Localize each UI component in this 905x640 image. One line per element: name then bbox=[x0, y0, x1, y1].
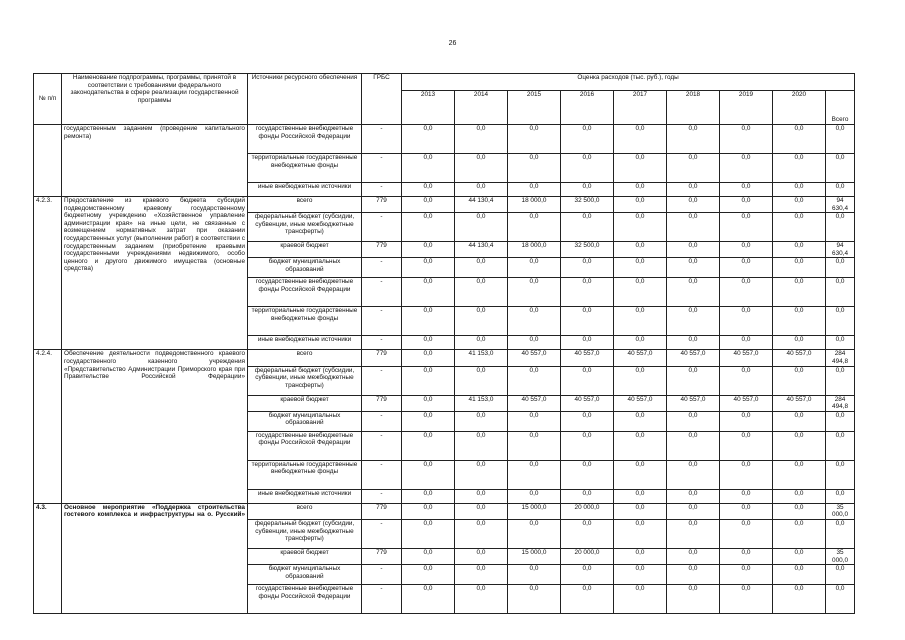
row-number: 4.2.3. bbox=[34, 197, 62, 350]
total-value: 284 494,8 bbox=[826, 395, 855, 411]
year-value: 0,0 bbox=[455, 411, 508, 431]
year-value: 0,0 bbox=[773, 503, 826, 519]
year-value: 40 557,0 bbox=[773, 350, 826, 366]
total-value: 0,0 bbox=[826, 489, 855, 503]
year-value: 0,0 bbox=[667, 213, 720, 242]
year-value: 0,0 bbox=[720, 460, 773, 489]
year-value: 0,0 bbox=[720, 585, 773, 614]
total-value: 0,0 bbox=[826, 519, 855, 548]
year-value: 0,0 bbox=[508, 460, 561, 489]
total-value: 0,0 bbox=[826, 258, 855, 278]
year-value: 0,0 bbox=[561, 411, 614, 431]
grbs-code: - bbox=[362, 154, 402, 183]
year-value: 0,0 bbox=[614, 489, 667, 503]
year-value: 0,0 bbox=[773, 431, 826, 460]
total-value: 94 630,4 bbox=[826, 197, 855, 213]
year-value: 0,0 bbox=[508, 213, 561, 242]
year-value: 0,0 bbox=[773, 565, 826, 585]
funding-source: иные внебюджетные источники bbox=[248, 489, 362, 503]
year-value: 20 000,0 bbox=[561, 503, 614, 519]
year-value: 0,0 bbox=[508, 411, 561, 431]
total-value: 0,0 bbox=[826, 411, 855, 431]
total-value: 0,0 bbox=[826, 183, 855, 197]
year-value: 0,0 bbox=[402, 431, 455, 460]
year-value: 0,0 bbox=[508, 489, 561, 503]
funding-source: территориальные государственные внебюджетные фонды bbox=[248, 460, 362, 489]
year-value: 0,0 bbox=[508, 278, 561, 307]
header-year: 2015 bbox=[508, 91, 561, 125]
year-value: 0,0 bbox=[773, 258, 826, 278]
year-value: 0,0 bbox=[508, 585, 561, 614]
year-value: 40 557,0 bbox=[614, 395, 667, 411]
year-value: 32 500,0 bbox=[561, 197, 614, 213]
year-value: 0,0 bbox=[561, 519, 614, 548]
year-value: 0,0 bbox=[508, 258, 561, 278]
year-value: 0,0 bbox=[667, 489, 720, 503]
year-value: 0,0 bbox=[561, 431, 614, 460]
total-value: 94 630,4 bbox=[826, 242, 855, 258]
year-value: 0,0 bbox=[614, 258, 667, 278]
funding-source: иные внебюджетные источники bbox=[248, 183, 362, 197]
year-value: 0,0 bbox=[402, 125, 455, 154]
year-value: 0,0 bbox=[455, 154, 508, 183]
total-value: 0,0 bbox=[826, 460, 855, 489]
year-value: 0,0 bbox=[667, 548, 720, 564]
year-value: 0,0 bbox=[720, 411, 773, 431]
year-value: 0,0 bbox=[455, 460, 508, 489]
year-value: 40 557,0 bbox=[561, 395, 614, 411]
total-value: 0,0 bbox=[826, 585, 855, 614]
year-value: 0,0 bbox=[773, 519, 826, 548]
header-year: 2013 bbox=[402, 91, 455, 125]
total-value: 0,0 bbox=[826, 431, 855, 460]
grbs-code: - bbox=[362, 213, 402, 242]
year-value: 40 557,0 bbox=[720, 350, 773, 366]
year-value: 0,0 bbox=[667, 183, 720, 197]
total-value: 0,0 bbox=[826, 154, 855, 183]
funding-source: бюджет муниципальных образований bbox=[248, 565, 362, 585]
year-value: 0,0 bbox=[402, 395, 455, 411]
header-year: 2018 bbox=[667, 91, 720, 125]
year-value: 0,0 bbox=[614, 565, 667, 585]
grbs-code: 779 bbox=[362, 503, 402, 519]
year-value: 41 153,0 bbox=[455, 395, 508, 411]
year-value: 0,0 bbox=[561, 366, 614, 395]
year-value: 0,0 bbox=[561, 489, 614, 503]
measure-name: Основное мероприятие «Поддержка строительства гостевого комплекса и инфраструктуры на о. Русский» bbox=[62, 503, 248, 613]
funding-source: государственные внебюджетные фонды Российской Федерации bbox=[248, 431, 362, 460]
year-value: 0,0 bbox=[667, 519, 720, 548]
year-value: 0,0 bbox=[667, 307, 720, 336]
year-value: 0,0 bbox=[667, 460, 720, 489]
year-value: 0,0 bbox=[614, 548, 667, 564]
row-number: 4.3. bbox=[34, 503, 62, 613]
year-value: 0,0 bbox=[773, 154, 826, 183]
year-value: 0,0 bbox=[561, 258, 614, 278]
header-estimate: Оценка расходов (тыс. руб.), годы bbox=[402, 74, 855, 91]
year-value: 15 000,0 bbox=[508, 503, 561, 519]
grbs-code: - bbox=[362, 183, 402, 197]
header-year: 2014 bbox=[455, 91, 508, 125]
year-value: 0,0 bbox=[614, 411, 667, 431]
table-row bbox=[34, 197, 855, 213]
header-year: 2017 bbox=[614, 91, 667, 125]
year-value: 0,0 bbox=[720, 307, 773, 336]
year-value: 0,0 bbox=[614, 197, 667, 213]
year-value: 0,0 bbox=[455, 336, 508, 350]
year-value: 0,0 bbox=[402, 154, 455, 183]
funding-source: краевой бюджет bbox=[248, 548, 362, 564]
year-value: 0,0 bbox=[508, 565, 561, 585]
grbs-code: - bbox=[362, 336, 402, 350]
total-value: 0,0 bbox=[826, 307, 855, 336]
funding-source: территориальные государственные внебюджетные фонды bbox=[248, 154, 362, 183]
year-value: 0,0 bbox=[667, 242, 720, 258]
year-value: 0,0 bbox=[773, 460, 826, 489]
row-number: 4.2.4. bbox=[34, 350, 62, 503]
year-value: 0,0 bbox=[402, 519, 455, 548]
grbs-code: - bbox=[362, 411, 402, 431]
year-value: 0,0 bbox=[455, 548, 508, 564]
year-value: 0,0 bbox=[614, 307, 667, 336]
grbs-code: 779 bbox=[362, 395, 402, 411]
grbs-code: - bbox=[362, 431, 402, 460]
year-value: 0,0 bbox=[455, 213, 508, 242]
year-value: 0,0 bbox=[667, 154, 720, 183]
year-value: 0,0 bbox=[455, 125, 508, 154]
year-value: 0,0 bbox=[455, 183, 508, 197]
total-value: 0,0 bbox=[826, 213, 855, 242]
year-value: 15 000,0 bbox=[508, 548, 561, 564]
year-value: 0,0 bbox=[773, 242, 826, 258]
funding-source: иные внебюджетные источники bbox=[248, 336, 362, 350]
year-value: 0,0 bbox=[720, 213, 773, 242]
table-row bbox=[34, 125, 855, 154]
total-value: 35 000,0 bbox=[826, 548, 855, 564]
grbs-code: - bbox=[362, 278, 402, 307]
funding-source: федеральный бюджет (субсидии, субвенции, иные межбюджетные трансферты) bbox=[248, 519, 362, 548]
year-value: 0,0 bbox=[720, 336, 773, 350]
year-value: 0,0 bbox=[667, 336, 720, 350]
header-num: № п/п bbox=[34, 74, 62, 125]
table-row bbox=[34, 503, 855, 519]
year-value: 0,0 bbox=[455, 519, 508, 548]
year-value: 0,0 bbox=[508, 366, 561, 395]
year-value: 0,0 bbox=[455, 366, 508, 395]
total-value: 0,0 bbox=[826, 336, 855, 350]
grbs-code: 779 bbox=[362, 197, 402, 213]
header-year: 2016 bbox=[561, 91, 614, 125]
year-value: 0,0 bbox=[667, 431, 720, 460]
year-value: 0,0 bbox=[614, 183, 667, 197]
year-value: 40 557,0 bbox=[561, 350, 614, 366]
year-value: 0,0 bbox=[402, 336, 455, 350]
grbs-code: 779 bbox=[362, 242, 402, 258]
year-value: 0,0 bbox=[508, 307, 561, 336]
year-value: 41 153,0 bbox=[455, 350, 508, 366]
year-value: 0,0 bbox=[402, 307, 455, 336]
year-value: 0,0 bbox=[402, 242, 455, 258]
year-value: 0,0 bbox=[614, 154, 667, 183]
year-value: 0,0 bbox=[667, 366, 720, 395]
year-value: 0,0 bbox=[508, 125, 561, 154]
funding-source: всего bbox=[248, 503, 362, 519]
year-value: 0,0 bbox=[720, 278, 773, 307]
year-value: 0,0 bbox=[402, 183, 455, 197]
year-value: 0,0 bbox=[508, 336, 561, 350]
total-value: 284 494,8 bbox=[826, 350, 855, 366]
year-value: 0,0 bbox=[561, 307, 614, 336]
year-value: 0,0 bbox=[561, 585, 614, 614]
grbs-code: - bbox=[362, 489, 402, 503]
year-value: 0,0 bbox=[455, 278, 508, 307]
year-value: 40 557,0 bbox=[667, 395, 720, 411]
year-value: 40 557,0 bbox=[773, 395, 826, 411]
year-value: 0,0 bbox=[455, 585, 508, 614]
year-value: 0,0 bbox=[720, 565, 773, 585]
year-value: 0,0 bbox=[561, 183, 614, 197]
year-value: 0,0 bbox=[667, 503, 720, 519]
year-value: 0,0 bbox=[402, 213, 455, 242]
total-value: 0,0 bbox=[826, 125, 855, 154]
funding-source: федеральный бюджет (субсидии, субвенции, иные межбюджетные трансферты) bbox=[248, 366, 362, 395]
year-value: 0,0 bbox=[561, 460, 614, 489]
page-number: 26 bbox=[448, 40, 457, 47]
total-value: 0,0 bbox=[826, 278, 855, 307]
year-value: 0,0 bbox=[614, 336, 667, 350]
year-value: 0,0 bbox=[614, 503, 667, 519]
year-value: 0,0 bbox=[667, 411, 720, 431]
year-value: 0,0 bbox=[720, 154, 773, 183]
measure-name: Предоставление из краевого бюджета субсидий подведомственному краевому государственному бюджетному учреждению «Хозяйственное управление администрации края» на иные цели, не связанные с возмещением нормативных затрат при оказании государственных услуг (выполнении работ) в соответствии с государственным заданием (приобретение краевыми государственными учреждениями недвижимого, особо ценного и другого движимого имущества (основные средства) bbox=[62, 197, 248, 350]
year-value: 32 500,0 bbox=[561, 242, 614, 258]
funding-source: всего bbox=[248, 350, 362, 366]
year-value: 0,0 bbox=[614, 431, 667, 460]
header-year: 2020 bbox=[773, 91, 826, 125]
total-value: 35 000,0 bbox=[826, 503, 855, 519]
year-value: 18 000,0 bbox=[508, 197, 561, 213]
year-value: 0,0 bbox=[508, 154, 561, 183]
year-value: 0,0 bbox=[402, 503, 455, 519]
year-value: 40 557,0 bbox=[614, 350, 667, 366]
funding-source: территориальные государственные внебюджетные фонды bbox=[248, 307, 362, 336]
header-total: Всего bbox=[826, 91, 855, 125]
expense-table bbox=[33, 73, 855, 614]
header-source: Источники ресурсного обеспечения bbox=[248, 74, 362, 125]
year-value: 0,0 bbox=[508, 431, 561, 460]
year-value: 0,0 bbox=[773, 278, 826, 307]
grbs-code: - bbox=[362, 307, 402, 336]
year-value: 0,0 bbox=[561, 278, 614, 307]
year-value: 0,0 bbox=[614, 366, 667, 395]
year-value: 0,0 bbox=[402, 197, 455, 213]
measure-name: Обеспечение деятельности подведомственного краевого государственного казенного учреждения «Представительство Администрации Приморского края при Правительстве Российской Федерации» bbox=[62, 350, 248, 503]
funding-source: государственные внебюджетные фонды Российской Федерации bbox=[248, 278, 362, 307]
year-value: 0,0 bbox=[455, 503, 508, 519]
year-value: 0,0 bbox=[773, 336, 826, 350]
total-value: 0,0 bbox=[826, 565, 855, 585]
year-value: 18 000,0 bbox=[508, 242, 561, 258]
funding-source: краевой бюджет bbox=[248, 242, 362, 258]
year-value: 0,0 bbox=[614, 242, 667, 258]
year-value: 0,0 bbox=[773, 548, 826, 564]
year-value: 0,0 bbox=[402, 350, 455, 366]
year-value: 44 130,4 bbox=[455, 197, 508, 213]
year-value: 0,0 bbox=[667, 278, 720, 307]
year-value: 20 000,0 bbox=[561, 548, 614, 564]
table-row bbox=[34, 350, 855, 366]
year-value: 0,0 bbox=[402, 258, 455, 278]
year-value: 0,0 bbox=[614, 585, 667, 614]
grbs-code: - bbox=[362, 565, 402, 585]
grbs-code: - bbox=[362, 585, 402, 614]
year-value: 0,0 bbox=[773, 125, 826, 154]
year-value: 0,0 bbox=[402, 585, 455, 614]
year-value: 0,0 bbox=[614, 213, 667, 242]
year-value: 0,0 bbox=[455, 565, 508, 585]
year-value: 0,0 bbox=[508, 519, 561, 548]
funding-source: государственные внебюджетные фонды Российской Федерации bbox=[248, 125, 362, 154]
year-value: 0,0 bbox=[455, 489, 508, 503]
year-value: 0,0 bbox=[614, 519, 667, 548]
year-value: 0,0 bbox=[773, 489, 826, 503]
year-value: 0,0 bbox=[402, 411, 455, 431]
year-value: 0,0 bbox=[402, 548, 455, 564]
year-value: 40 557,0 bbox=[508, 395, 561, 411]
year-value: 0,0 bbox=[720, 503, 773, 519]
funding-source: бюджет муниципальных образований bbox=[248, 411, 362, 431]
funding-source: федеральный бюджет (субсидии, субвенции, иные межбюджетные трансферты) bbox=[248, 213, 362, 242]
year-value: 0,0 bbox=[614, 278, 667, 307]
year-value: 0,0 bbox=[455, 431, 508, 460]
grbs-code: 779 bbox=[362, 548, 402, 564]
grbs-code: - bbox=[362, 366, 402, 395]
year-value: 0,0 bbox=[773, 307, 826, 336]
grbs-code: - bbox=[362, 125, 402, 154]
year-value: 0,0 bbox=[614, 460, 667, 489]
year-value: 44 130,4 bbox=[455, 242, 508, 258]
year-value: 0,0 bbox=[402, 460, 455, 489]
grbs-code: - bbox=[362, 460, 402, 489]
year-value: 0,0 bbox=[720, 183, 773, 197]
row-number bbox=[34, 125, 62, 197]
year-value: 0,0 bbox=[561, 565, 614, 585]
header-grbs: ГРБС bbox=[362, 74, 402, 125]
year-value: 0,0 bbox=[720, 548, 773, 564]
funding-source: краевой бюджет bbox=[248, 395, 362, 411]
year-value: 0,0 bbox=[402, 565, 455, 585]
year-value: 0,0 bbox=[667, 565, 720, 585]
funding-source: государственные внебюджетные фонды Российской Федерации bbox=[248, 585, 362, 614]
year-value: 0,0 bbox=[720, 519, 773, 548]
year-value: 0,0 bbox=[561, 213, 614, 242]
year-value: 0,0 bbox=[614, 125, 667, 154]
year-value: 0,0 bbox=[402, 489, 455, 503]
year-value: 0,0 bbox=[455, 307, 508, 336]
year-value: 0,0 bbox=[667, 258, 720, 278]
year-value: 0,0 bbox=[667, 197, 720, 213]
year-value: 0,0 bbox=[561, 154, 614, 183]
year-value: 0,0 bbox=[720, 258, 773, 278]
funding-source: бюджет муниципальных образований bbox=[248, 258, 362, 278]
year-value: 0,0 bbox=[402, 278, 455, 307]
grbs-code: - bbox=[362, 258, 402, 278]
year-value: 0,0 bbox=[561, 125, 614, 154]
year-value: 0,0 bbox=[720, 366, 773, 395]
year-value: 0,0 bbox=[773, 213, 826, 242]
year-value: 0,0 bbox=[720, 197, 773, 213]
funding-source: всего bbox=[248, 197, 362, 213]
header-year: 2019 bbox=[720, 91, 773, 125]
year-value: 40 557,0 bbox=[667, 350, 720, 366]
year-value: 0,0 bbox=[402, 366, 455, 395]
year-value: 0,0 bbox=[773, 366, 826, 395]
year-value: 0,0 bbox=[773, 585, 826, 614]
grbs-code: 779 bbox=[362, 350, 402, 366]
year-value: 0,0 bbox=[455, 258, 508, 278]
year-value: 0,0 bbox=[773, 411, 826, 431]
year-value: 0,0 bbox=[720, 431, 773, 460]
year-value: 0,0 bbox=[667, 585, 720, 614]
year-value: 0,0 bbox=[720, 242, 773, 258]
year-value: 40 557,0 bbox=[508, 350, 561, 366]
year-value: 0,0 bbox=[720, 489, 773, 503]
year-value: 0,0 bbox=[508, 183, 561, 197]
year-value: 40 557,0 bbox=[720, 395, 773, 411]
year-value: 0,0 bbox=[720, 125, 773, 154]
grbs-code: - bbox=[362, 519, 402, 548]
year-value: 0,0 bbox=[561, 336, 614, 350]
year-value: 0,0 bbox=[773, 197, 826, 213]
measure-name: государственным заданием (проведение капитального ремонта) bbox=[62, 125, 248, 197]
total-value: 0,0 bbox=[826, 366, 855, 395]
year-value: 0,0 bbox=[667, 125, 720, 154]
year-value: 0,0 bbox=[773, 183, 826, 197]
header-name: Наименование подпрограммы, программы, принятой в соответствии с требованиями федерального законодательства в сфере реализации государственной программы bbox=[62, 74, 248, 125]
